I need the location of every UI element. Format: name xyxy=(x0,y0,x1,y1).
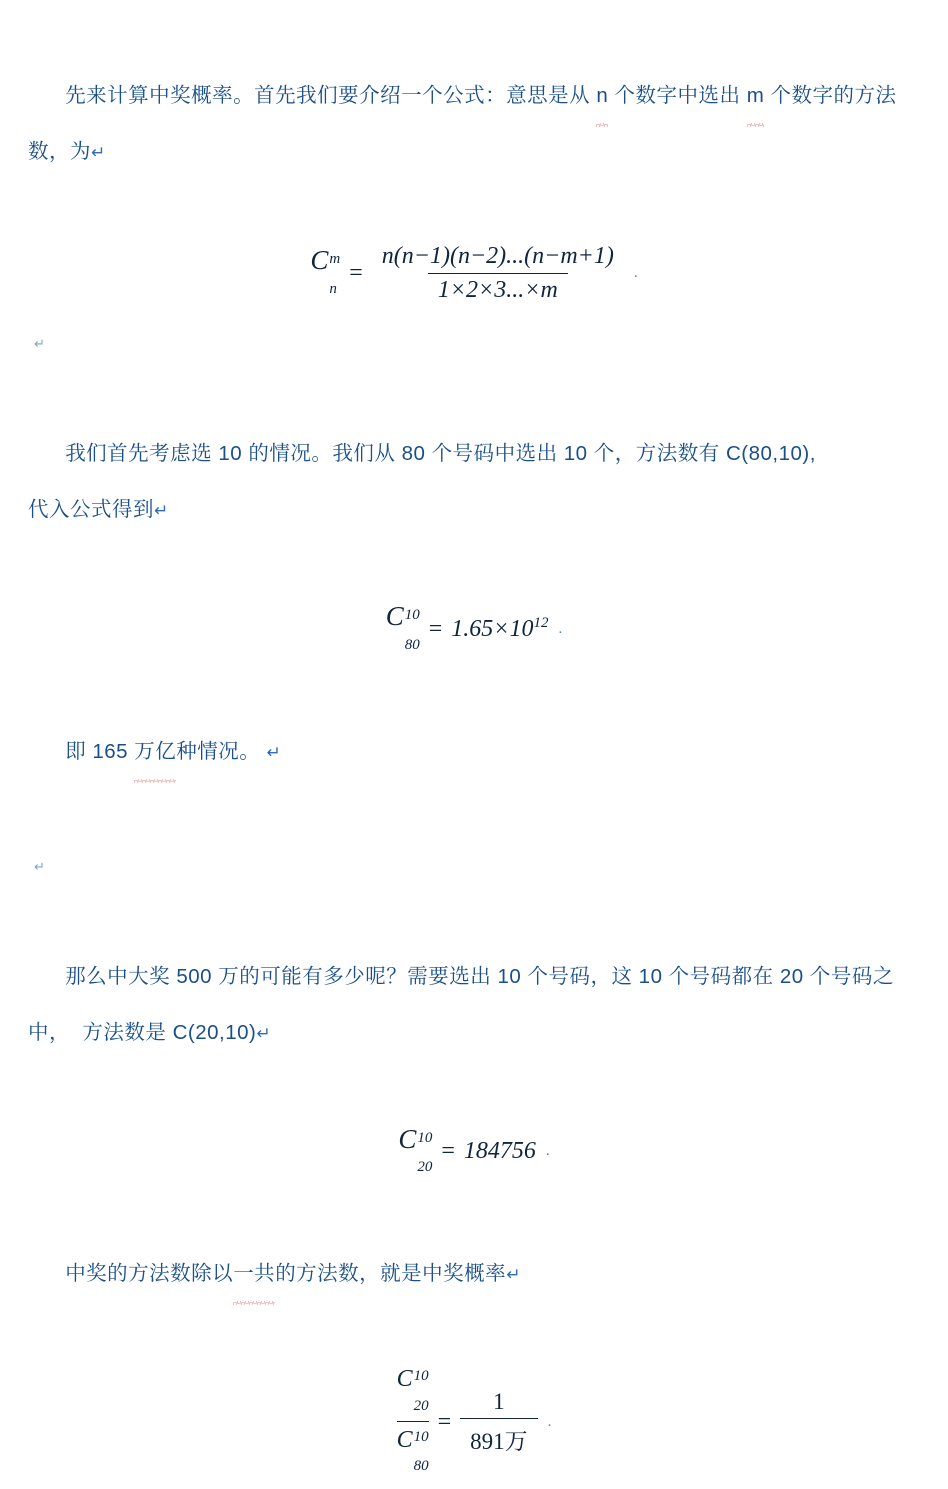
pilcrow-mark-3: ↵ xyxy=(266,742,282,762)
empty-line-pilcrow-2: ↵ xyxy=(34,858,45,874)
spellcheck-word-yigong: 一共 xyxy=(233,1246,275,1302)
combination-subscript: 80 xyxy=(413,1458,429,1475)
paragraph-2: 我们首先考虑选 10 的情况。我们从 80 个号码中选出 10 个，方法数有 C(80,10), 代入公式得到↵ xyxy=(28,442,816,521)
paragraph-1-text: 先来计算中奖概率。首先我们要介绍一个公式：意思是从 xyxy=(65,84,597,107)
formula-probability xyxy=(28,1359,920,1489)
combination-subscript: 20 xyxy=(413,1397,429,1414)
formula-c80-10 xyxy=(28,595,920,668)
formula-result xyxy=(451,615,548,643)
combination-subscript: n xyxy=(329,281,337,297)
probability-result xyxy=(460,1389,538,1456)
empty-line-pilcrow: ↵ xyxy=(34,336,45,351)
result-mantissa: 1.65×10 xyxy=(451,616,534,643)
paragraph-5: 中奖的方法数除以一共的方法数，就是中奖概率↵ xyxy=(28,1190,920,1359)
combination-superscript: 10 xyxy=(413,1428,429,1445)
equals-sign: = xyxy=(441,1138,455,1165)
combination-subscript: 80 xyxy=(404,636,420,653)
combination-subscript: 20 xyxy=(417,1159,433,1176)
paragraph-3: 即 165 万亿种情况。 ↵ xyxy=(28,668,920,837)
trailing-mark: . xyxy=(545,1143,550,1160)
combination-base: C xyxy=(396,1366,413,1392)
trailing-mark: . xyxy=(547,1413,552,1430)
combination-base: C xyxy=(398,1123,417,1154)
empty-line-2 xyxy=(28,837,920,893)
combination-symbol-80-10-den xyxy=(397,1427,429,1480)
formula-c20-10 xyxy=(28,1118,920,1191)
combination-base: C xyxy=(310,245,329,276)
combination-symbol xyxy=(310,245,340,302)
trailing-mark: . xyxy=(633,265,638,281)
fraction xyxy=(372,243,624,304)
spellcheck-word-m: m xyxy=(747,68,765,124)
pilcrow-mark-5: ↵ xyxy=(506,1265,521,1284)
pilcrow-mark-4: ↵ xyxy=(256,1023,272,1043)
spellcheck-word-wanyi: 万亿 xyxy=(134,724,176,780)
result-exponent: 12 xyxy=(533,615,549,632)
combination-superscript: 10 xyxy=(413,1368,429,1384)
fraction-denominator: 1×2×3...×m xyxy=(428,273,568,304)
combination-symbol-80-10 xyxy=(386,601,420,658)
spellcheck-word-n: n xyxy=(596,68,608,124)
fraction-numerator: n(n−1)(n−2)...(n−m+1) xyxy=(381,243,614,269)
combination-symbol-20-10-num xyxy=(397,1366,429,1419)
paragraph-4: 那么中大奖 500 万的可能有多少呢？需要选出 10 个号码，这 10 个号码都在 20 个号码之中， 方法数是 C(20,10)↵ xyxy=(28,964,894,1044)
combination-base: C xyxy=(385,601,404,631)
equals-sign: = xyxy=(349,260,363,286)
paragraph-1: 先来计算中奖概率。首先我们要介绍一个公式：意思是从 n 个数字中选出 m 个数字的方法数，为↵ xyxy=(28,12,920,237)
empty-line-1 xyxy=(28,314,920,370)
combination-superscript: m xyxy=(329,251,341,268)
pilcrow-mark-2: ↵ xyxy=(154,501,169,520)
result-denominator: 891万 xyxy=(460,1418,538,1456)
probability-ratio xyxy=(397,1365,429,1479)
trailing-mark: . xyxy=(558,620,563,637)
combination-superscript: 10 xyxy=(404,607,420,623)
combination-superscript: 10 xyxy=(417,1129,433,1146)
pilcrow-mark: ↵ xyxy=(91,143,106,162)
formula-combination-definition xyxy=(28,237,920,314)
equals-sign: = xyxy=(428,615,443,642)
equals-sign: = xyxy=(437,1408,452,1435)
formula-result: 184756 xyxy=(463,1138,536,1165)
combination-base: C xyxy=(396,1426,413,1453)
combination-symbol-20-10 xyxy=(398,1124,432,1181)
result-numerator: 1 xyxy=(493,1388,505,1414)
